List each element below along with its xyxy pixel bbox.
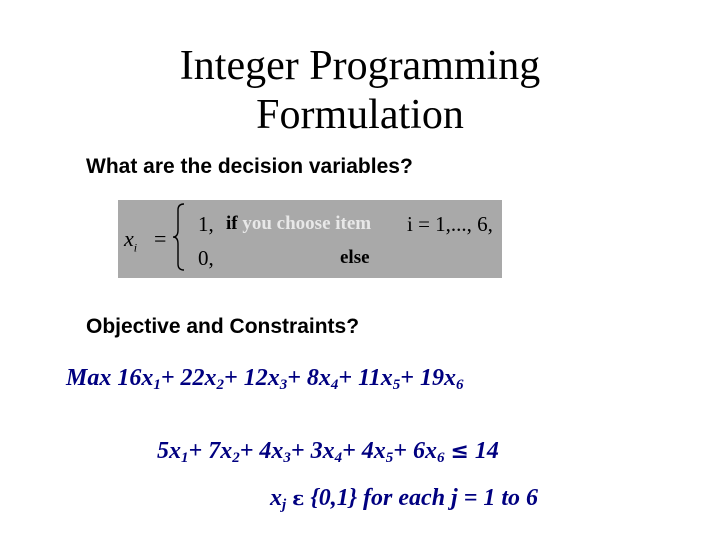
case-zero-condition: else	[340, 247, 370, 268]
term-subscript: 2	[216, 377, 225, 393]
constraint-term	[259, 438, 304, 464]
constraint-term	[311, 438, 356, 464]
case-one-range: i = 1,..., 6,	[407, 212, 493, 236]
objective-term	[244, 365, 301, 391]
objective-prefix: Max	[66, 365, 112, 391]
equals-sign: =	[154, 226, 167, 251]
term-operator: +	[342, 438, 356, 464]
term-subscript: 3	[279, 377, 288, 393]
term-subscript: 6	[436, 450, 445, 466]
term-operator: +	[287, 365, 301, 391]
title-line-2: Formulation	[256, 92, 464, 138]
term-coefficient: 8x	[306, 365, 331, 391]
slide-title	[0, 42, 720, 140]
objective-term	[420, 365, 464, 391]
term-operator: +	[188, 438, 203, 464]
decision-variable-formula	[118, 200, 502, 278]
element-of-symbol: ε	[292, 486, 305, 510]
objective-term	[117, 365, 174, 391]
constraint-term	[362, 438, 407, 464]
constraint-term	[413, 438, 445, 464]
term-operator: +	[239, 438, 254, 464]
term-coefficient: 7x	[208, 438, 233, 464]
question-decision-variables: What are the decision variables?	[86, 155, 413, 178]
term-subscript: 3	[283, 450, 291, 466]
case-one-if: if	[226, 213, 238, 234]
term-operator: +	[393, 438, 407, 464]
term-subscript: 6	[455, 377, 464, 393]
domain-variable: x	[270, 485, 282, 511]
constraint-term	[157, 438, 202, 464]
case-zero-value: 0,	[198, 246, 214, 270]
term-coefficient: 6x	[412, 438, 437, 464]
term-subscript: 4	[334, 450, 343, 466]
domain-subscript: j	[282, 497, 287, 513]
term-operator: +	[400, 365, 414, 391]
term-subscript: 5	[392, 377, 401, 393]
objective-function	[66, 365, 463, 394]
capacity-constraint	[157, 438, 499, 467]
term-operator: +	[224, 365, 238, 391]
less-equal-sign: ≤	[450, 439, 469, 464]
term-coefficient: 12x	[243, 365, 280, 391]
term-coefficient: 22x	[180, 365, 217, 391]
term-subscript: 4	[330, 377, 339, 393]
term-subscript: 2	[232, 450, 240, 466]
term-coefficient: 19x	[419, 365, 456, 391]
term-subscript: 1	[181, 450, 189, 466]
variable-symbol: x	[124, 226, 134, 251]
objective-term	[358, 365, 414, 391]
term-operator: +	[338, 365, 353, 391]
term-coefficient: 3x	[310, 438, 335, 464]
term-operator: +	[290, 438, 305, 464]
term-subscript: 5	[385, 450, 394, 466]
domain-text: {0,1} for each j = 1 to 6	[310, 485, 539, 511]
constraint-rhs: 14	[474, 438, 499, 464]
question-objective-constraints: Objective and Constraints?	[86, 315, 360, 338]
objective-term	[307, 365, 352, 391]
title-line-1: Integer Programming	[179, 43, 541, 89]
variable-subscript: i	[133, 240, 138, 255]
left-brace-icon	[172, 202, 186, 272]
case-one-text: you choose item	[242, 213, 372, 234]
term-coefficient: 5x	[157, 438, 181, 464]
term-coefficient: 16x	[117, 365, 154, 391]
case-one-condition	[226, 213, 371, 235]
term-subscript: 1	[153, 377, 161, 393]
variable-x-i	[124, 226, 137, 255]
term-coefficient: 4x	[259, 438, 284, 464]
term-coefficient: 4x	[361, 438, 386, 464]
case-one-value: 1,	[198, 212, 214, 236]
binary-domain-constraint	[270, 485, 538, 514]
term-operator: +	[160, 365, 175, 391]
term-coefficient: 11x	[358, 365, 393, 391]
objective-term	[181, 365, 238, 391]
constraint-term	[208, 438, 253, 464]
